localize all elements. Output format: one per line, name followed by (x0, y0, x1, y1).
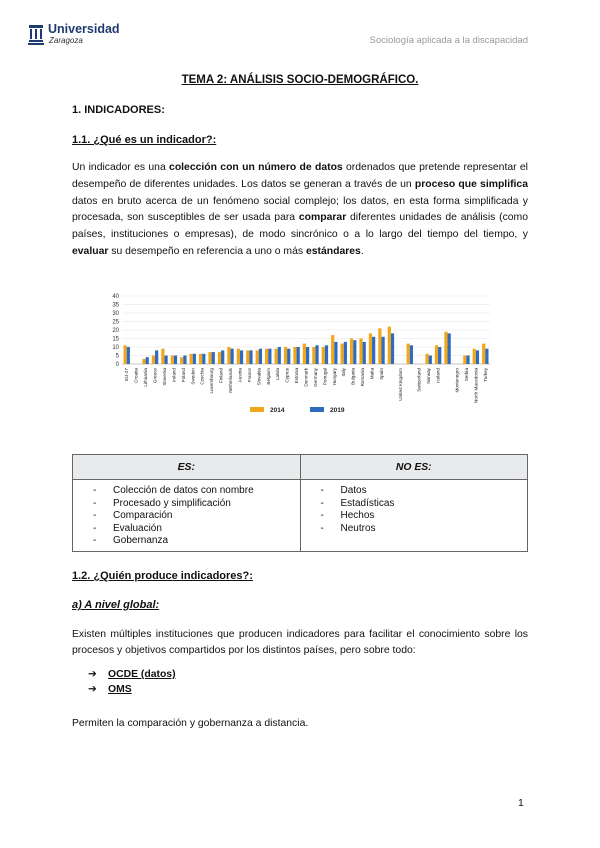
x-tick-label: Luxembourg (209, 368, 215, 394)
bar-2019 (259, 349, 262, 364)
x-tick-label: United Kingdom (397, 368, 403, 401)
bar-2014 (359, 339, 362, 365)
bar-2019 (287, 349, 290, 364)
bar-2019 (306, 347, 309, 364)
es-item: - Evaluación (73, 523, 300, 536)
x-tick-label: Estonia (294, 368, 300, 384)
es-header: ES: (73, 455, 301, 480)
noes-item: - Datos (301, 485, 528, 498)
bar-2014 (246, 350, 249, 364)
es-cell (73, 480, 301, 552)
bar-2019 (410, 345, 413, 364)
para1-run: proceso que simplifica (414, 178, 528, 190)
x-tick-label: Portugal (322, 368, 328, 386)
para1-run: evaluar (72, 245, 109, 257)
y-tick-label: 0 (115, 362, 119, 368)
x-tick-label: Montenegro (454, 368, 460, 393)
bar-2019 (202, 354, 205, 364)
bar-2014 (218, 352, 221, 364)
x-tick-label: Romania (360, 368, 366, 387)
bar-2019 (268, 349, 271, 364)
es-item: - Procesado y simplificación (73, 498, 300, 511)
bar-2019 (381, 337, 384, 364)
bar-2019 (164, 356, 167, 365)
bar-2019 (334, 342, 337, 364)
bar-2014 (388, 327, 391, 364)
bar-2014 (171, 356, 174, 365)
link-ocde[interactable]: OCDE (datos) (108, 669, 176, 680)
bar-2014 (124, 345, 127, 364)
bar-2019 (325, 345, 328, 364)
x-tick-label: Greece (152, 368, 158, 384)
bar-2019 (485, 349, 488, 364)
x-tick-label: Germany (312, 368, 318, 387)
university-crest-icon (28, 23, 44, 47)
bar-2019 (466, 356, 469, 365)
para1-run: . (360, 245, 364, 257)
y-tick-label: 40 (112, 294, 119, 300)
para1-run: su desempeño en referencia a uno o más (108, 245, 306, 257)
x-tick-label: Norway (426, 368, 432, 384)
para1-run: estándares (305, 245, 361, 257)
bar-2014 (256, 350, 259, 364)
bar-2014 (341, 344, 344, 364)
noes-cell (300, 480, 528, 552)
bar-2014 (435, 345, 438, 364)
section-heading-indicadores: 1. INDICADORES: (72, 104, 165, 116)
bar-2014 (199, 354, 202, 364)
y-tick-label: 25 (112, 319, 119, 326)
bar-2019 (127, 347, 130, 364)
x-tick-label: Croatia (133, 368, 139, 383)
x-tick-label: Italy (341, 368, 347, 377)
legend-swatch-2014 (250, 407, 264, 412)
x-tick-label: France (246, 368, 252, 383)
bar-2019 (146, 357, 149, 364)
bar-2014 (369, 333, 372, 364)
institutions-paragraph: Existen múltiples instituciones que producen indicadores para facilitar el conocimiento sobre los procesos y objetivos compartidos por los distintos países, pero sobre todo: (72, 629, 528, 657)
arrow-right-icon: ➔ (88, 684, 97, 695)
bar-2014 (265, 349, 268, 364)
bar-2019 (212, 352, 215, 364)
bar-2014 (331, 335, 334, 364)
link-oms[interactable]: OMS (108, 684, 132, 695)
para1-run: colección con un número de datos (169, 162, 343, 173)
bar-2014 (152, 356, 155, 365)
bar-2019 (353, 340, 356, 364)
bar-2014 (142, 359, 145, 364)
logo-subname: Zaragoza (49, 36, 83, 45)
bar-2019 (249, 350, 252, 364)
bar-2019 (221, 350, 224, 364)
subsection-heading-quien-produce: 1.2. ¿Quién produce indicadores?: (72, 570, 253, 582)
x-tick-label: Slovenia (161, 368, 167, 386)
x-tick-label: Poland (180, 368, 186, 383)
bar-2014 (180, 357, 183, 364)
legend-label: 2019 (330, 407, 345, 414)
para1-run: Un indicador es una (72, 162, 170, 173)
bar-2014 (378, 328, 381, 364)
bar-2014 (312, 347, 315, 364)
noes-header: NO ES: (300, 455, 528, 480)
x-tick-label: Slovakia (256, 368, 262, 386)
es-item: - Colección de datos con nombre (73, 485, 300, 498)
bar-2019 (448, 333, 451, 364)
y-tick-label: 15 (112, 336, 119, 343)
x-tick-label: Spain (378, 368, 384, 380)
para1-run: comparar (298, 212, 347, 224)
x-tick-label: Lithuania (143, 368, 149, 387)
x-tick-label: Sweden (190, 368, 196, 385)
bar-2019 (315, 345, 318, 364)
y-tick-label: 30 (112, 311, 119, 317)
x-tick-label: Finland (218, 368, 224, 384)
para1-run: datos en bruto acerca de un fenómeno social complejo; los datos, en esta forma simplificada y procesada, son susceptibles de ser usada para (72, 195, 528, 224)
legend-swatch-2019 (310, 407, 324, 412)
bar-2014 (444, 332, 447, 364)
x-tick-label: Ireland (171, 368, 177, 383)
bar-2019 (174, 356, 177, 365)
x-tick-label: Latvia (275, 368, 281, 381)
x-tick-label: North Macedonia (473, 368, 479, 403)
bar-2019 (429, 356, 432, 365)
bar-2014 (274, 349, 277, 364)
bar-2014 (407, 344, 410, 364)
bar-2014 (322, 347, 325, 364)
institution-links (88, 667, 176, 697)
university-logo (28, 22, 128, 50)
bar-2014 (425, 354, 428, 364)
bar-2014 (237, 349, 240, 364)
x-tick-label: Switzerland (416, 368, 422, 392)
es-item: - Gobernanza (73, 535, 300, 548)
bar-2019 (155, 350, 158, 364)
y-tick-label: 5 (115, 353, 119, 360)
subsection-heading-global: a) A nivel global: (72, 599, 160, 611)
x-tick-label: Turkey (482, 368, 488, 382)
x-tick-label: Iceland (435, 368, 441, 383)
x-tick-label: Cyprus (284, 368, 290, 383)
bar-2019 (391, 333, 394, 364)
y-tick-label: 20 (112, 328, 119, 334)
x-tick-label: Serbia (463, 368, 469, 382)
bar-2019 (363, 342, 366, 364)
bar-2019 (476, 350, 479, 364)
bar-2019 (193, 354, 196, 364)
bar-2019 (297, 347, 300, 364)
indicator-bar-chart (100, 288, 500, 424)
bar-2014 (303, 344, 306, 364)
bar-2019 (231, 349, 234, 364)
subsection-heading-que-es: 1.1. ¿Qué es un indicador?: (72, 134, 217, 146)
noes-item: - Hechos (301, 510, 528, 523)
bar-2019 (278, 347, 281, 364)
x-tick-label: Denmark (303, 368, 309, 387)
page-number: 1 (518, 798, 524, 809)
arrow-right-icon: ➔ (88, 669, 97, 680)
bar-2014 (208, 352, 211, 364)
x-tick-label: Czechia (199, 368, 205, 385)
bar-2014 (350, 339, 353, 365)
closing-paragraph: Permiten la comparación y gobernanza a distancia. (72, 718, 309, 729)
bar-2014 (190, 354, 193, 364)
x-tick-label: Belgium (265, 368, 271, 385)
noes-item: - Estadísticas (301, 498, 528, 511)
bar-2014 (227, 347, 230, 364)
logo-name: Universidad (48, 22, 120, 36)
course-header: Sociología aplicada a la discapacidad (369, 35, 528, 46)
x-tick-label: Hungary (331, 368, 337, 386)
bar-2014 (293, 347, 296, 364)
bar-2014 (473, 349, 476, 364)
bar-2014 (482, 344, 485, 364)
bar-2019 (344, 342, 347, 364)
bar-2019 (240, 350, 243, 364)
y-tick-label: 10 (112, 345, 119, 351)
x-tick-label: Bulgaria (350, 368, 356, 385)
x-tick-label: EU-27 (124, 368, 130, 382)
bar-2014 (463, 356, 466, 365)
y-tick-label: 35 (112, 302, 119, 309)
page-title: TEMA 2: ANÁLISIS SOCIO-DEMOGRÁFICO. (181, 74, 419, 86)
es-noes-table (72, 454, 528, 552)
para1-run: diferentes unidades de análisis (como países, instituciones o empresas), de modo sincrónico o a lo largo del tiempo del tiempo, y (72, 212, 528, 241)
x-tick-label: Austria (237, 368, 243, 383)
bar-2019 (183, 356, 186, 365)
para1-run: ordenados que pretende representar el desempeño de diferentes unidades. Los datos se generan a través de un (72, 162, 528, 190)
bar-2014 (284, 347, 287, 364)
legend-label: 2014 (270, 407, 285, 414)
definition-paragraph (72, 160, 528, 261)
noes-item: - Neutros (301, 523, 528, 536)
bar-2019 (372, 337, 375, 364)
bar-2014 (161, 349, 164, 364)
bar-2019 (438, 347, 441, 364)
x-tick-label: Netherlands (228, 368, 234, 393)
es-item: - Comparación (73, 510, 300, 523)
x-tick-label: Malta (369, 368, 375, 380)
